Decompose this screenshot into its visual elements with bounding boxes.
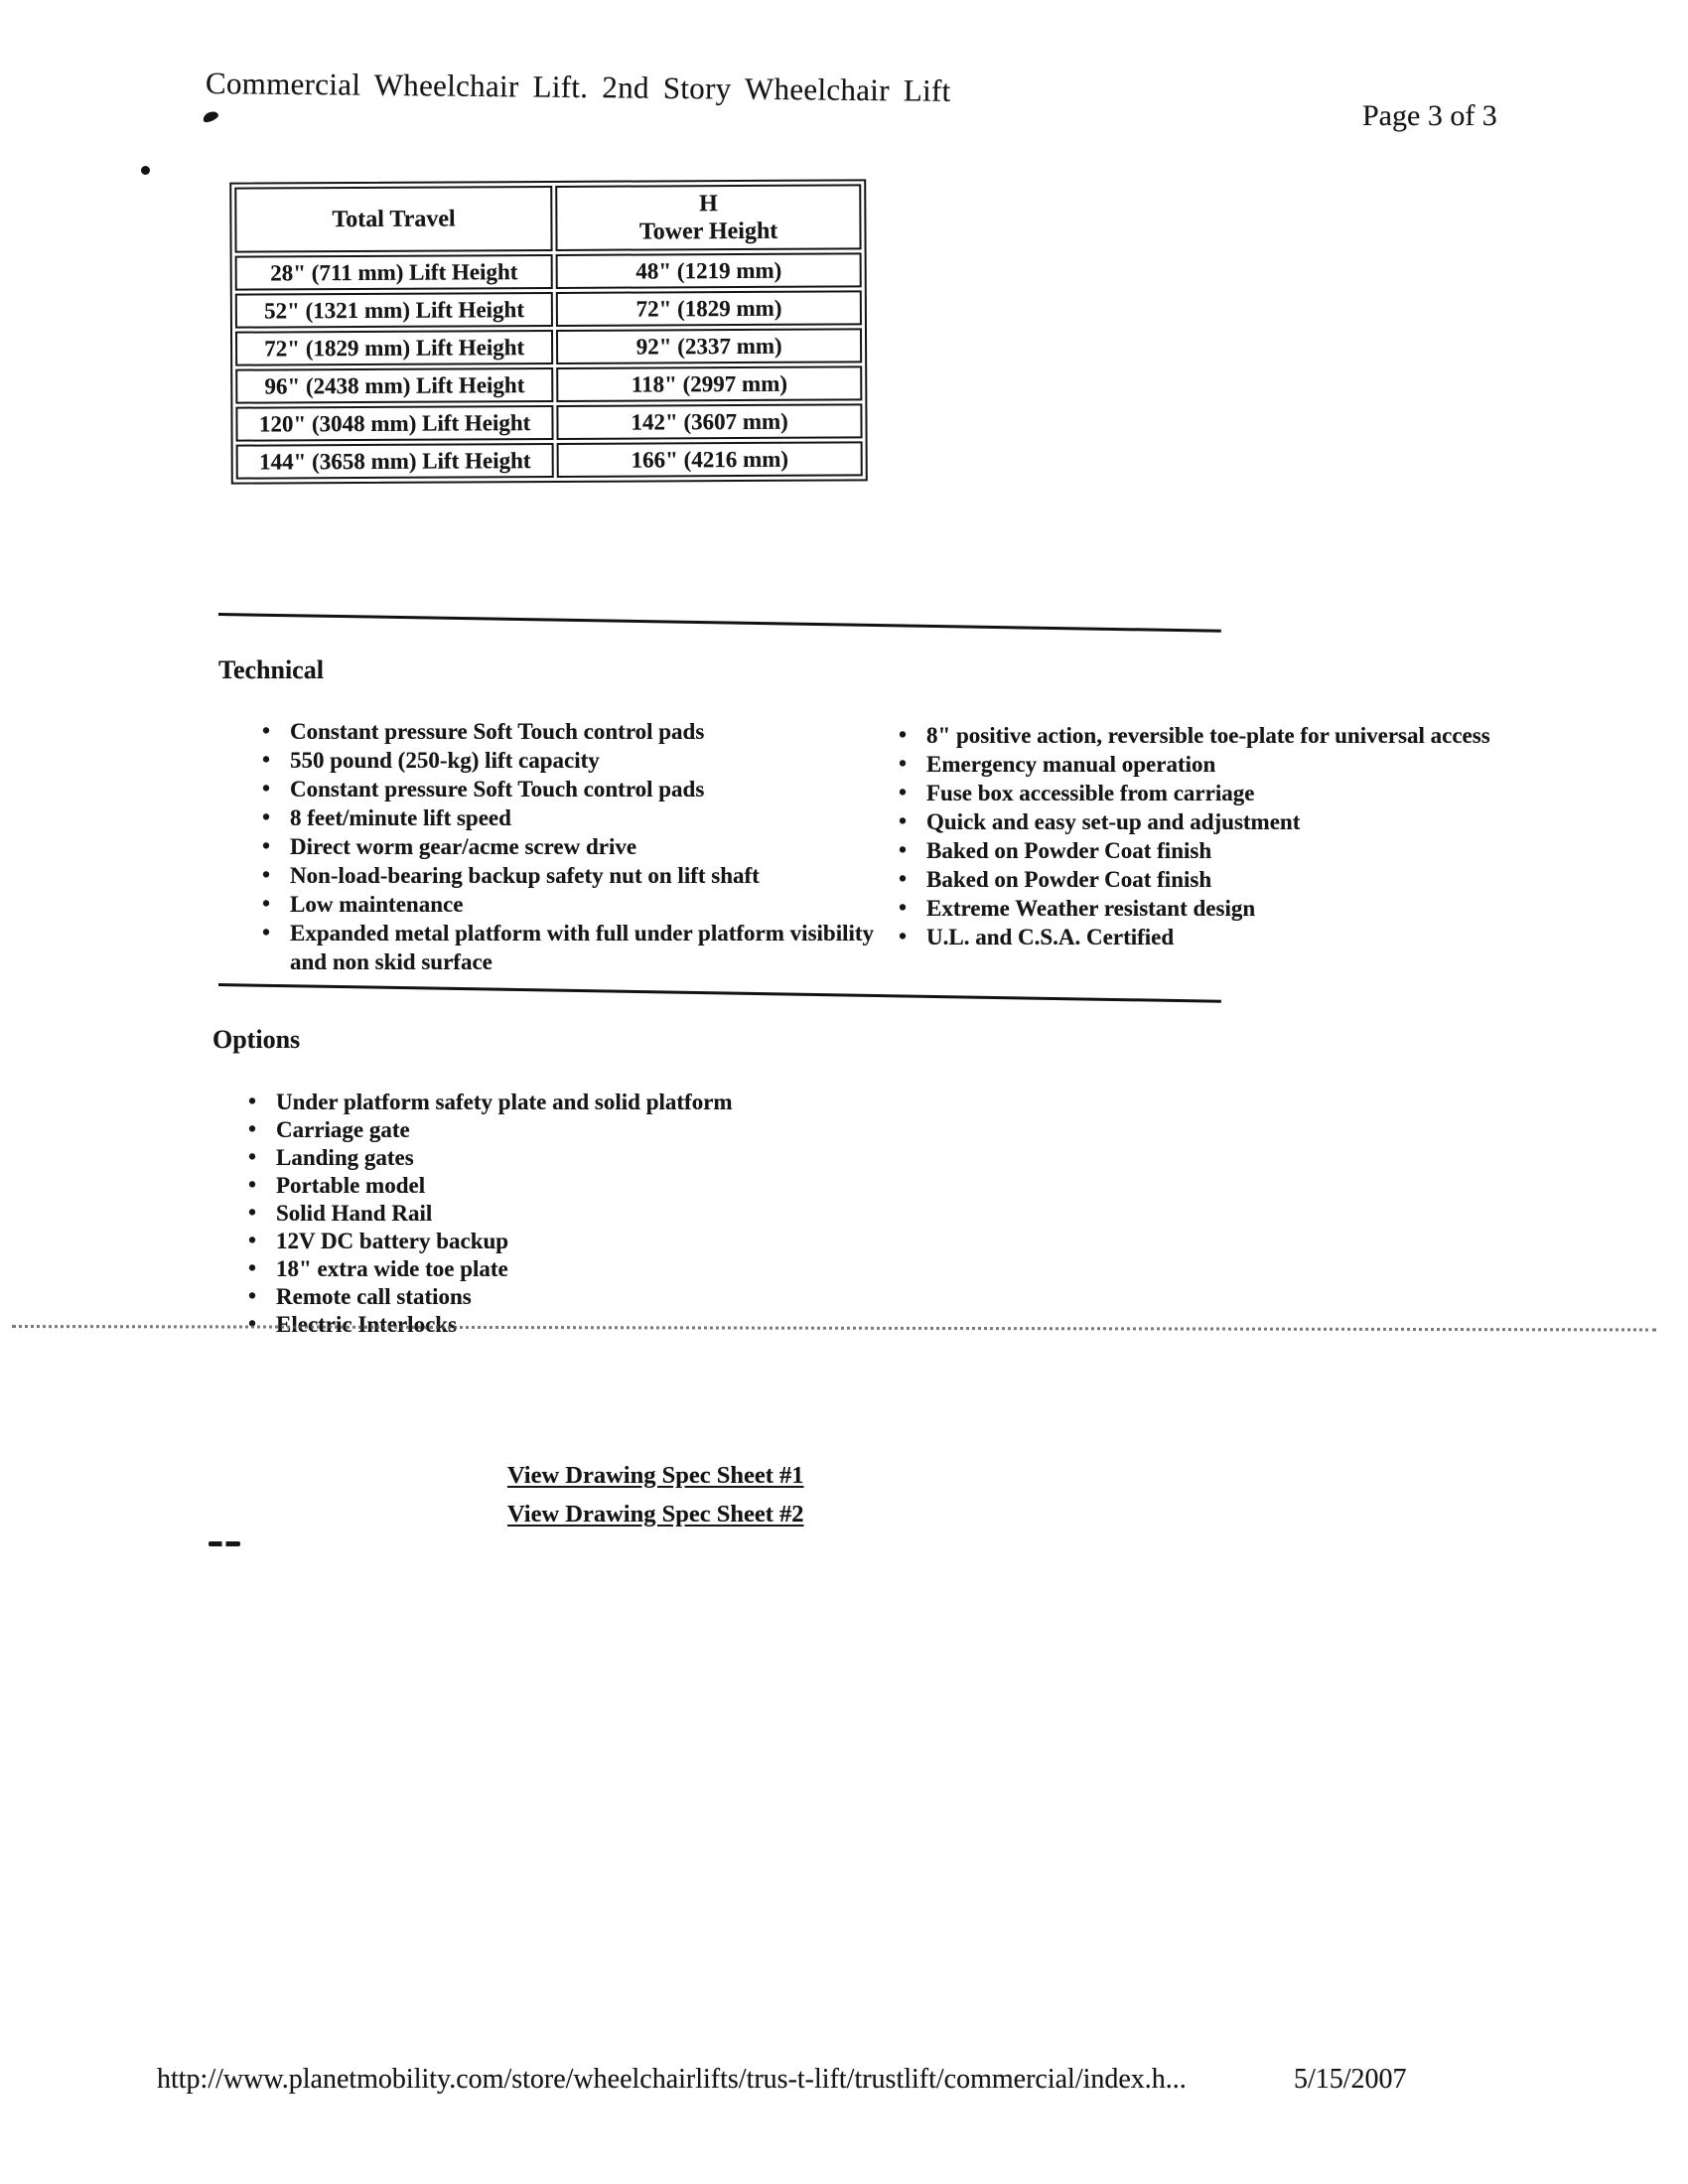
table-row [235, 290, 862, 328]
document-title: Commercial Wheelchair Lift. 2nd Story Wheelchair Lift [205, 66, 951, 108]
technical-item: • Low maintenance [260, 890, 904, 919]
technical-item: • Emergency manual operation [897, 750, 1540, 779]
table-row [235, 365, 862, 403]
spec-sheet-links [507, 1456, 804, 1533]
section-divider-top [218, 613, 1221, 633]
tower-height-header-line1: H [699, 191, 718, 218]
scan-artifact-mark [202, 109, 219, 124]
options-heading: Options [212, 1025, 301, 1054]
option-item: • Carriage gate [246, 1116, 971, 1144]
technical-item: • Constant pressure Soft Touch control pads [260, 717, 904, 746]
option-item: • Portable model [246, 1172, 971, 1200]
technical-heading: Technical [218, 655, 324, 684]
table-row [235, 403, 862, 441]
total-travel-cell: 28" (711 mm) Lift Height [235, 254, 553, 291]
option-item: • 12V DC battery backup [246, 1228, 971, 1255]
technical-item: • 8" positive action, reversible toe-plate for universal access [897, 721, 1540, 750]
technical-item: • U.L. and C.S.A. Certified [897, 923, 1540, 951]
technical-item: • Extreme Weather resistant design [897, 894, 1540, 923]
options-list [246, 1089, 971, 1339]
total-travel-cell: 72" (1829 mm) Lift Height [235, 330, 553, 366]
view-spec-sheet-1-link[interactable]: View Drawing Spec Sheet #1 [507, 1462, 804, 1489]
technical-item: • Direct worm gear/acme screw drive [260, 832, 904, 861]
col-header-tower-height [555, 184, 861, 251]
technical-item: • Constant pressure Soft Touch control pads [260, 775, 904, 803]
table-row [236, 441, 863, 479]
tower-height-cell: 118" (2997 mm) [556, 365, 862, 402]
lift-height-spec-table [229, 179, 868, 484]
tower-height-cell: 142" (3607 mm) [557, 403, 863, 440]
view-spec-sheet-2-link[interactable]: View Drawing Spec Sheet #2 [507, 1501, 804, 1528]
total-travel-cell: 144" (3658 mm) Lift Height [236, 443, 554, 480]
technical-item: • 8 feet/minute lift speed [260, 803, 904, 832]
technical-item: • 550 pound (250-kg) lift capacity [260, 746, 904, 775]
footer-date: 5/15/2007 [1294, 2064, 1407, 2095]
tower-height-cell: 92" (2337 mm) [556, 328, 862, 364]
technical-item: • Expanded metal platform with full under platform visibility and non skid surface [260, 919, 904, 976]
tower-height-cell: 72" (1829 mm) [556, 290, 862, 327]
table-row [235, 328, 862, 365]
total-travel-cell: 52" (1321 mm) Lift Height [235, 292, 553, 329]
technical-item: • Non-load-bearing backup safety nut on lift shaft [260, 861, 904, 890]
scan-artifact-dot [141, 166, 150, 175]
technical-list-right [897, 721, 1540, 951]
footer-url: http://www.planetmobility.com/store/wheelchairlifts/trus-t-lift/trustlift/commercial/index.h... [157, 2064, 1187, 2095]
technical-item: • Baked on Powder Coat finish [897, 865, 1540, 894]
technical-item: • Fuse box accessible from carriage [897, 779, 1540, 807]
technical-item: • Quick and easy set-up and adjustment [897, 807, 1540, 836]
total-travel-cell: 96" (2438 mm) Lift Height [235, 367, 553, 404]
option-item: • Under platform safety plate and solid platform [246, 1089, 971, 1116]
section-divider-middle [218, 983, 1221, 1003]
table-row [235, 252, 862, 290]
technical-item: • Baked on Powder Coat finish [897, 836, 1540, 865]
tower-height-header-line2: Tower Height [638, 218, 778, 245]
tower-height-cell: 48" (1219 mm) [556, 252, 862, 289]
total-travel-cell: 120" (3048 mm) Lift Height [235, 405, 553, 442]
option-item: • 18" extra wide toe plate [246, 1255, 971, 1283]
scan-artifact-dashes [209, 1541, 240, 1546]
table-header-row [234, 184, 861, 252]
option-item: • Solid Hand Rail [246, 1200, 971, 1228]
page-number: Page 3 of 3 [1362, 99, 1497, 132]
option-item: • Electric Interlocks [246, 1311, 971, 1339]
tower-height-cell: 166" (4216 mm) [557, 441, 863, 478]
option-item: • Remote call stations [246, 1283, 971, 1311]
col-header-total-travel: Total Travel [234, 186, 553, 253]
option-item: • Landing gates [246, 1144, 971, 1172]
technical-list-left [260, 717, 904, 976]
